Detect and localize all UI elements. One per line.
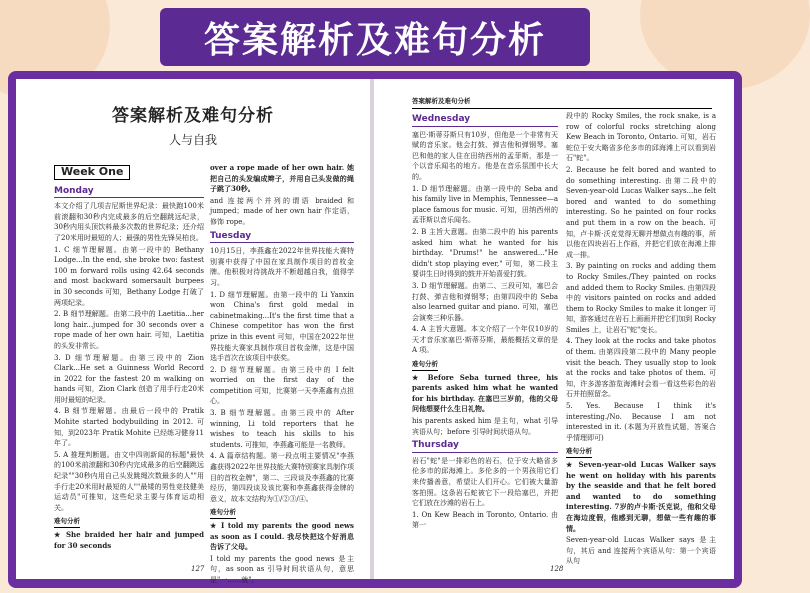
- day-heading-wednesday: Wednesday: [412, 114, 558, 127]
- paragraph: 岩石"蛇"是一排彩色的岩石，位于安大略省多伦多市的邱海滩上。多伦多的一个男孩用它们来传播善意，希望让人们开心。它们被大量游客拍照。这条岩石蛇被它下一段给塞巴，并把它们放在沙滩的岩石上。: [412, 456, 558, 508]
- day-heading-thursday: Thursday: [412, 440, 558, 453]
- paragraph: 1. D 细节理解题。由第一段中的 Seba and his family live in Memphis, Tennessee—a place famous for music. 可知，田纳西州的孟菲斯以音乐闻名。: [412, 184, 558, 225]
- section-tag: 难句分析: [210, 507, 236, 519]
- star-sentence: ★ She braided her hair and jumped for 30 seconds: [54, 530, 204, 550]
- star-sentence: ★ Seven-year-old Lucas Walker says he went on holiday with his parents by the seaside and that he felt bored and wanted to do something interesting. 7岁的卢卡斯·沃克说，他和父母在海边度假，他感到无聊，想做一些有趣的事情。: [566, 460, 716, 533]
- paragraph: 2. D 细节理解题。由第三段中的 I felt worried on the first day of the competition 可知，比赛第一天李燕鑫有点担心。: [210, 365, 354, 406]
- paragraph: 4. A 篇章结构题。第一段点明主要情况"李燕鑫获得2022年世界技能大赛特别赛家具制作项目的首枚金牌"，第二、三段谈及李燕鑫的比赛经历，第四段谈及该比赛和李燕鑫获得金牌的意义，故本文结构为①/②③/④。: [210, 452, 354, 503]
- right-page: [374, 79, 734, 579]
- analysis-text: I told my parents the good news 是主句，as soon as 引导时间状语从句，意思是"一……就"。: [210, 554, 354, 584]
- paragraph: 2. Because he felt bored and wanted to do something interesting. 由第二段中的 Seven-year-old Lucas Walker says...he felt bored and wanted to do something interesting. So he painted on four rocks and put them in a row on the beach. 可知，卢卡斯·沃克觉得无聊并想做点有趣的事，所以他在四块岩石上作画，并把它们放在海滩上排成一排。: [566, 165, 716, 259]
- page-subtitle: 人与自我: [168, 133, 217, 147]
- paragraph: 1. D 细节理解题。由第一段中的 Li Yanxin won China's first gold medal in cabinetmaking...It's the first time that a Chinese competitor has won the first prize in this event 可知，中国在2022年世界技能大赛家具制作项目首枚金牌，这是中国选手首次在该项目中获奖。: [210, 290, 354, 363]
- paragraph: 1. On Kew Beach in Toronto, Ontario. 由第一: [412, 510, 558, 530]
- day-heading-monday: Monday: [54, 186, 204, 199]
- paragraph: 3. By painting on rocks and adding them to Rocky Smiles./They painted on rocks and added them to Rocky Smiles. 由第四段中的 visitors painted on rocks and added them to Rocky Smiles to make it longer 可知，游客通过在岩石上画画并把它们加到 Rocky Smiles 上，让岩石"蛇"变长。: [566, 262, 716, 334]
- paragraph: 4. A 主旨大意题。本文介绍了一个年仅10岁的天才音乐家塞巴·斯蒂芬斯，最能概括文章的是 A 项。: [412, 325, 558, 355]
- paragraph: 5. A 推理判断题。由文中四则新闻的标题"最快的100米前滚翻和30秒内完成最多的后空翻跳远纪录""30秒内用自己头发跳绳次数最多的人""用手行走20米用时最短的人""最矮的男性竞技健美运动员"可推知，这些纪录主要与体育运动相关。: [54, 450, 204, 512]
- paragraph: 3. D 细节理解题。由第三段中的 Zion Clark...He set a Guinness World Record in 2022 for the fastest 20 m walking on hands 可知，Zion Clark 创造了用手行走20米用时最短的纪录。: [54, 353, 204, 404]
- right-column-2: [566, 111, 716, 568]
- left-page: [16, 79, 370, 584]
- paragraph: 10月15日，李燕鑫在2022年世界技能大赛特别赛中获得了中国在家具制作项目的首枚金牌。他积极对待挑战并不断超越自我，值得学习。: [210, 247, 354, 287]
- week-label: Week One: [54, 165, 130, 180]
- banner-title: 答案解析及难句分析: [160, 8, 590, 66]
- paragraph: 本文介绍了几项吉尼斯世界纪录：最快跑100米前滚翻和30秒内完成最多的后空翻跳远纪录，30秒内用头顶饮料最多次数的世界纪录；还介绍了20米用时最短的人；最强的男性先锋吴柏良。: [54, 202, 204, 242]
- book-frame: [8, 71, 742, 588]
- left-column-1: [54, 165, 204, 552]
- right-column-1: [412, 111, 558, 532]
- star-sentence: over a rope made of her own hair. 她把自己的头发编成辫子，并用自己头发做的绳子跳了30秒。: [210, 163, 354, 194]
- paragraph: 4. They look at the rocks and take photos of them. 由第四段第二段中的 Many people visit the beach. They usually stop to look at the rocks and take photos of them. 可知，许多游客游览海滩时会看一看这些彩色的岩石并拍照留念。: [566, 337, 716, 399]
- star-sentence: ★ Before Seba turned three, his parents asked him what he wanted for his birthday. 在塞巴三岁前，他的父母问他想要什么生日礼物。: [412, 372, 558, 414]
- section-tag: 难句分析: [566, 446, 592, 458]
- left-column-2: [210, 163, 354, 587]
- page-number: 128: [550, 565, 564, 574]
- paragraph: 2. B 细节理解题。由第二段中的 Laetitia...her long hair...jumped for 30 seconds over a rope made of her own hair. 可知，Laetitia 的头发非常长。: [54, 310, 204, 350]
- paragraph: 段中的 Rocky Smiles, the rock snake, is a row of colorful rocks stretching along Kew Beach in Toronto, Ontario. 可知，岩石蛇位于安大略省多伦多市的邱海滩上可以看到岩石"蛇"。: [566, 112, 716, 163]
- analysis-text: Seven-year-old Lucas Walker says 是主句，其后 and 连接两个宾语从句：第一个宾语从句: [566, 536, 716, 566]
- paragraph: 塞巴·斯蒂芬斯只有10岁，但他是一个非常有天赋的音乐家。他会打鼓、弹吉他和弹钢琴。塞巴和他的家人住在田纳西州的孟菲斯，那是一个以音乐闻名的地方。他是在音乐氛围中长大的。: [412, 130, 558, 181]
- section-tag: 难句分析: [54, 516, 80, 528]
- paragraph: 3. B 细节理解题。由第三段中的 After winning, Li told reporters that he wishes to teach his skills to his students. 可推知，李燕鑫可能是一名教师。: [210, 409, 354, 449]
- star-sentence: ★ I told my parents the good news as soon as I could. 我尽快把这个好消息告诉了父母。: [210, 521, 354, 552]
- day-heading-tuesday: Tuesday: [210, 231, 354, 244]
- section-tag: 难句分析: [412, 359, 438, 371]
- paragraph: 5. Yes. Because I think it's interesting./No. Because I am not interested in it. (本题为开放性试题，答案合乎情理即可): [566, 402, 716, 442]
- running-head: 答案解析及难句分析: [412, 96, 712, 109]
- paragraph: 3. D 细节理解题。由第二、三段可知，塞巴会打鼓、弹吉他和弹钢琴；由第四段中的 Seba also learned guitar and piano. 可知，塞巴会演奏三种乐器。: [412, 281, 558, 322]
- paragraph: 1. C 细节理解题。由第一段中的 Bethany Lodge...In the end, she broke two: fastest 100 m forward rolls using 42.64 seconds and most backward somersault burpees in 30 seconds 可知，Bethany Lodge 打破了两项纪录。: [54, 245, 204, 307]
- analysis-text: and 连接两个并列的谓语 braided 和 jumped；made of her own hair 作定语，修饰 rope。: [210, 196, 354, 226]
- paragraph: 4. B 细节理解题。由最后一段中的 Pratik Mohite started bodybuilding in 2012. 可知，到2023年 Pratik Mohite 已经练习健身11年了。: [54, 407, 205, 448]
- page-title: 答案解析及难句分析: [112, 106, 274, 126]
- analysis-text: his parents asked him 是主句，what 引导宾语从句；before 引导时间状语从句。: [412, 417, 558, 436]
- paragraph: 2. B 主旨大意题。由第二段中的 his parents asked him what he wanted for his birthday. "Drums!" he answered..."He didn't stop playing ever," 可知，第二段主要讲生日时得到的鼓并开始喜爱打鼓。: [412, 227, 558, 279]
- page-number: 127: [191, 565, 205, 574]
